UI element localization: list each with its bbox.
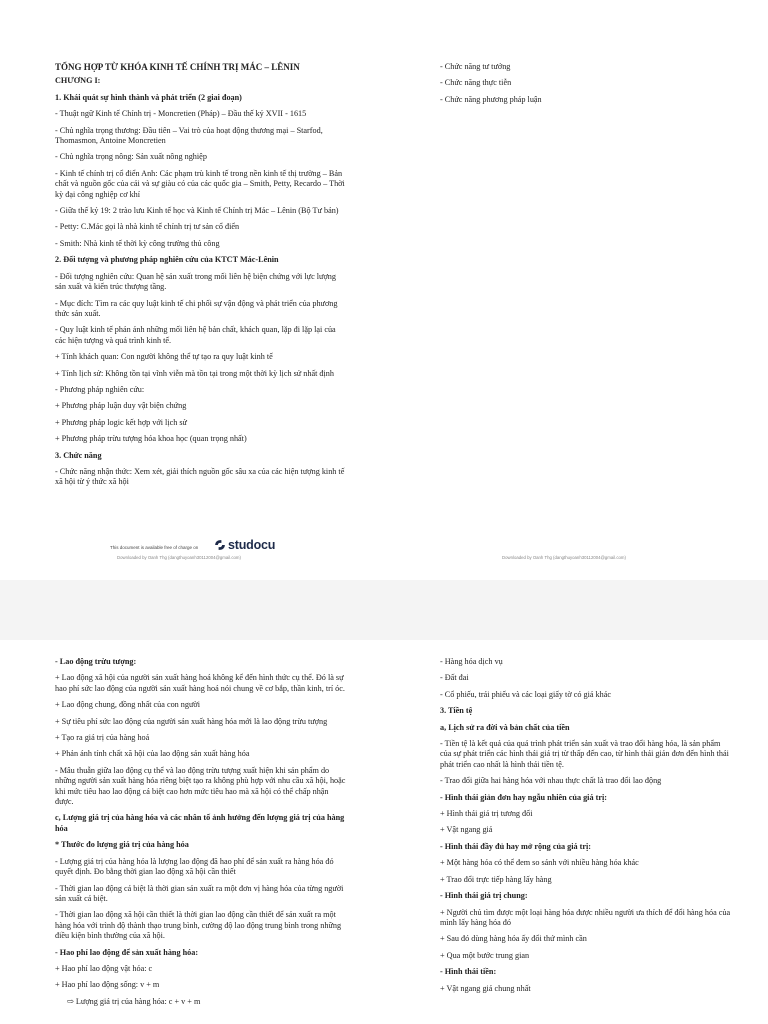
paragraph: + Trao đổi trực tiếp hàng lấy hàng bbox=[440, 874, 552, 884]
paragraph: - Thời gian lao động cá biệt là thời gian sản xuất ra một đơn vị hàng hóa của từng người sản xuất cá biệt. bbox=[55, 883, 344, 903]
paragraph: - Quy luật kinh tế phản ánh những mối liên hệ bản chất, khách quan, lặp đi lặp lại của các hiện tượng và quá trình kinh tế. bbox=[55, 325, 336, 345]
paragraph: + Phương pháp logic kết hợp với lịch sử bbox=[55, 417, 187, 427]
paragraph: - Hao phí lao động để sản xuất hàng hóa: bbox=[55, 947, 199, 957]
paragraph: + Hao phí lao động sống: v + m bbox=[55, 980, 160, 990]
paragraph: ⇨ Lượng giá trị của hàng hóa: c + v + m bbox=[67, 996, 201, 1006]
page-gap bbox=[0, 580, 768, 640]
paragraph: 1. Khái quát sự hình thành và phát triển (2 giai đoạn) bbox=[55, 92, 242, 102]
paragraph: + Người chủ tìm được một loại hàng hóa được nhiều người ưa thích để đổi hàng hóa của mình lấy hàng hóa đó bbox=[440, 907, 731, 927]
download-footer-right: Downloaded by Oanh Thg (dangthuyoanh30112004@gmail.com) bbox=[502, 555, 626, 560]
paragraph: + Hình thái giá trị tương đối bbox=[440, 809, 533, 819]
paragraph: - Hình thái đầy đủ hay mở rộng của giá trị: bbox=[440, 841, 592, 851]
paragraph: - Kinh tế chính trị cổ điển Anh: Các phạm trù kinh tế trong nền kinh tế thị trường – Bản chất và nguồn gốc của cải và sự giàu có của các quốc gia – Smith, Petty, Recardo – Thời kỳ đại công nghiệp cơ khí bbox=[55, 168, 345, 199]
paragraph: - Hình thái tiền: bbox=[440, 967, 497, 977]
page-2-left-column bbox=[55, 657, 347, 1013]
paragraph: 3. Chức năng bbox=[55, 450, 102, 460]
paragraph: - Mục đích: Tìm ra các quy luật kinh tế chi phối sự vận động và phát triển của phương thức sản xuất. bbox=[55, 298, 338, 318]
paragraph: - Chức năng phương pháp luận bbox=[440, 94, 542, 104]
paragraph: - Chủ nghĩa trọng nông: Sản xuất nông nghiệp bbox=[55, 152, 207, 162]
paragraph: TỔNG HỢP TỪ KHÓA KINH TẾ CHÍNH TRỊ MÁC – LÊNIN bbox=[55, 62, 300, 72]
paragraph: - Phương pháp nghiên cứu: bbox=[55, 384, 145, 394]
paragraph: + Qua một bước trung gian bbox=[440, 950, 530, 960]
paragraph: - Hình thái giá trị chung: bbox=[440, 891, 528, 901]
studocu-logo-icon bbox=[213, 538, 227, 552]
paragraph: - Tiền tệ là kết quả của quá trình phát triển sản xuất và trao đổi hàng hóa, là sản phẩm của sự phát triển các hình thái giá trị từ thấp đến cao, từ hình thái giản đơn đến hình thái phát triển cao nhất là hình thái tiền tệ. bbox=[440, 739, 729, 769]
paragraph: + Phương pháp luận duy vật biện chứng bbox=[55, 401, 187, 411]
paragraph: - Đất đai bbox=[440, 673, 469, 683]
paragraph: - Trao đổi giữa hai hàng hóa với nhau thực chất là trao đổi lao động bbox=[440, 776, 662, 786]
paragraph: c, Lượng giá trị của hàng hóa và các nhân tố ảnh hưởng đến lượng giá trị của hàng hóa bbox=[55, 813, 345, 833]
paragraph: - Chức năng nhận thức: Xem xét, giải thích nguồn gốc sâu xa của các hiện tượng kinh tế xã hội từ ý thức xã hội bbox=[55, 466, 345, 487]
paragraph: - Lượng giá trị của hàng hóa là lượng lao động đã hao phí để sản xuất ra hàng hóa đó quyết định. Đo bằng thời gian lao động xã hội cần thiết bbox=[55, 856, 334, 877]
paragraph: - Mâu thuẫn giữa lao động cụ thể và lao động trừu tượng xuất hiện khi sản phẩm do những người sản xuất hàng hóa riêng biệt tạo ra không phù hợp với nhu cầu xã hội, hoặc khi mức tiêu hao lao động cá biệt cao hơn mức tiêu hao mà xã hội có thể chấp nhận được. bbox=[55, 765, 346, 807]
paragraph: - Hàng hóa dịch vụ bbox=[440, 657, 503, 666]
paragraph: + Vật ngang giá chung nhất bbox=[440, 983, 531, 993]
paragraph: - Chức năng thực tiễn bbox=[440, 78, 512, 88]
paragraph: - Giữa thế kỷ 19: 2 trào lưu Kinh tế học và Kinh tế Chính trị Mác – Lênin (Bộ Tư bản) bbox=[55, 206, 339, 216]
download-footer-left: Downloaded by Oanh Thg (dangthuyoanh30112004@gmail.com) bbox=[117, 555, 241, 560]
page-1-left-column bbox=[55, 62, 347, 494]
paragraph: + Phản ánh tính chất xã hội của lao động sản xuất hàng hóa bbox=[55, 749, 250, 759]
studocu-logo-text: studocu bbox=[228, 538, 276, 552]
paragraph: + Hao phí lao động vật hóa: c bbox=[55, 963, 153, 973]
paragraph: - Thời gian lao động xã hội cần thiết là thời gian lao động cần thiết để sản xuất ra một hàng hóa với trình độ thành thạo trung bình, cường độ lao động trung bình trong những điều kiện bình thường của xã hội. bbox=[55, 910, 342, 941]
footer-available-text: This document is available free of charge on bbox=[110, 545, 199, 550]
paragraph: - Cổ phiếu, trái phiếu và các loại giấy tờ có giá khác bbox=[440, 689, 611, 699]
paragraph: - Chủ nghĩa trọng thương: Đầu tiên – Vai trò của hoạt động thương mại – Starfod, Thomasmon, Antoine Moncretien bbox=[55, 125, 323, 146]
paragraph: + Lao động chung, đồng nhất của con người bbox=[55, 700, 201, 710]
page-1-right-column bbox=[440, 62, 732, 111]
paragraph: + Phương pháp trừu tượng hóa khoa học (quan trọng nhất) bbox=[55, 434, 247, 444]
document-page-2 bbox=[0, 640, 768, 1024]
paragraph: + Tạo ra giá trị của hàng hoá bbox=[55, 733, 150, 743]
paragraph: + Sự tiêu phí sức lao động của người sản xuất hàng hóa mới là lao động trừu tượng bbox=[55, 716, 328, 726]
paragraph: - Smith: Nhà kinh tế thời kỳ công trường thủ công bbox=[55, 238, 220, 248]
page-2-right-column bbox=[440, 657, 732, 1000]
paragraph: - Lao động trừu tượng: bbox=[55, 657, 137, 666]
paragraph: 2. Đối tượng và phương pháp nghiên cứu của KTCT Mác-Lênin bbox=[55, 255, 279, 265]
paragraph: + Vật ngang giá bbox=[440, 825, 493, 835]
paragraph: + Lao động xã hội của người sản xuất hàng hoá không kể đến hình thức cụ thể. Đó là sự hao phí sức lao động của người sản xuất hàng hoá nói chung về cơ bắp, thần kinh, trí óc. bbox=[55, 673, 345, 693]
paragraph: 3. Tiền tệ bbox=[440, 706, 473, 716]
paragraph: - Hình thái giản đơn hay ngẫu nhiên của giá trị: bbox=[440, 792, 607, 802]
paragraph: + Tính khách quan: Con người không thể tự tạo ra quy luật kinh tế bbox=[55, 352, 273, 362]
paragraph: - Đối tượng nghiên cứu: Quan hệ sản xuất trong mối liên hệ biện chứng với lực lượng sản xuất và kiến trúc thượng tầng. bbox=[55, 271, 336, 292]
paragraph: - Thuật ngữ Kinh tế Chính trị - Moncretien (Pháp) – Đầu thế kỷ XVII - 1615 bbox=[55, 109, 307, 119]
paragraph: - Chức năng tư tưởng bbox=[440, 62, 511, 71]
paragraph: + Một hàng hóa có thể đem so sánh với nhiều hàng hóa khác bbox=[440, 858, 639, 868]
paragraph: a, Lịch sử ra đời và bản chất của tiền bbox=[440, 722, 570, 732]
paragraph: * Thước đo lượng giá trị của hàng hóa bbox=[55, 840, 189, 850]
paragraph: - Petty: C.Mác gọi là nhà kinh tế chính trị tư sản cổ điển bbox=[55, 222, 240, 232]
paragraph: + Sau đó dùng hàng hóa ấy đổi thứ mình cần bbox=[440, 934, 587, 944]
paragraph: + Tính lịch sử: Không tồn tại vĩnh viễn mà tồn tại trong một thời kỳ lịch sử nhất định bbox=[55, 368, 334, 378]
paragraph: CHƯƠNG I: bbox=[55, 76, 101, 86]
studocu-logo[interactable] bbox=[213, 538, 275, 552]
